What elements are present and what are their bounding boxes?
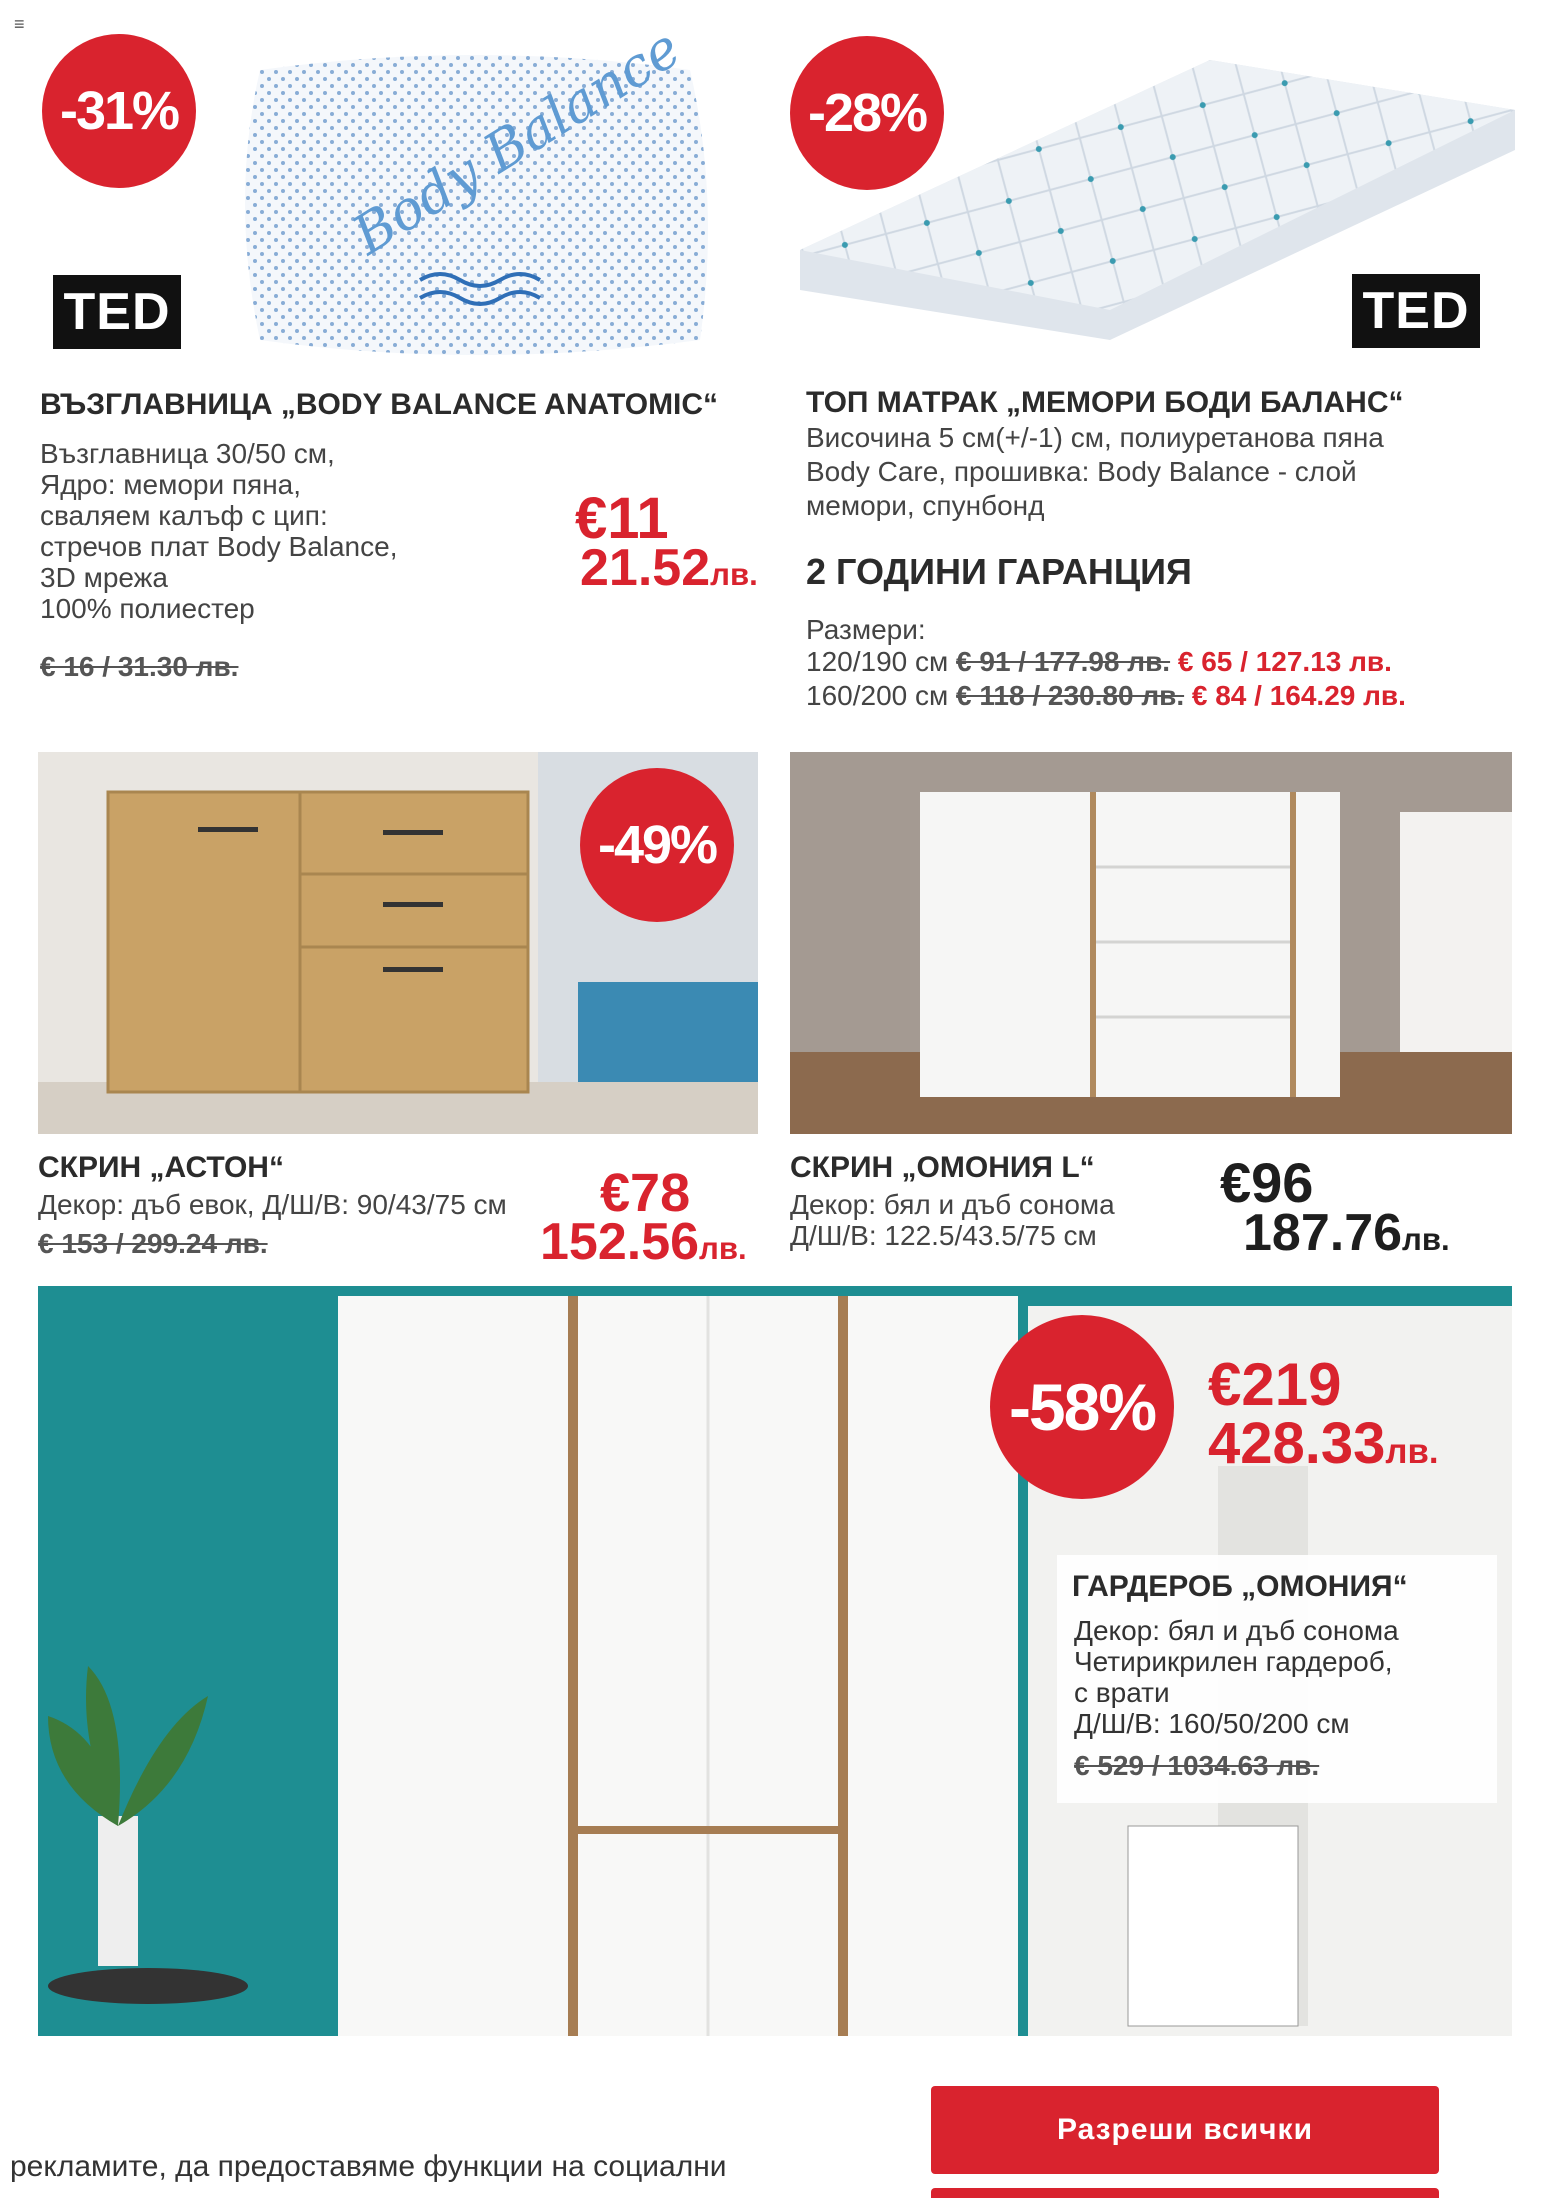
topper-size-old-price: € 118 / 230.80 лв. <box>956 680 1185 711</box>
wardrobe-price-eur: €219 <box>1208 1351 1342 1418</box>
aston-title: СКРИН „АСТОН“ <box>38 1151 284 1184</box>
topper-sizes-label: Размери: <box>806 614 926 645</box>
pillow-currency: лв. <box>710 557 758 592</box>
pillow-description: Възглавница 30/50 см, Ядро: мемори пяна, сваляем калъф с цип: стречов плат Body Balance, 3D мрежа 100% полиестер <box>40 438 398 624</box>
omonia-l-title: СКРИН „ОМОНИЯ L“ <box>790 1151 1095 1184</box>
aston-old-price: € 153 / 299.24 лв. <box>38 1228 268 1259</box>
topper-title: ТОП МАТРАК „МЕМОРИ БОДИ БАЛАНС“ <box>806 386 1404 419</box>
wardrobe-discount-badge: -58% <box>990 1315 1174 1499</box>
aston-description: Декор: дъб евок, Д/Ш/В: 90/43/75 см <box>38 1189 507 1220</box>
pillow-price-eur: €11 <box>575 486 669 551</box>
wardrobe-price-bgn: 428.33 <box>1208 1411 1386 1476</box>
omonia-l-price-bgn: 187.76 <box>1243 1204 1403 1262</box>
topper-size-new-price: € 65 / 127.13 лв. <box>1177 646 1392 677</box>
aston-price-eur: €78 <box>600 1163 691 1223</box>
omonia-l-price-eur: €96 <box>1220 1151 1314 1214</box>
aston-currency: лв. <box>699 1231 747 1266</box>
omonia-l-price-bgn-wrap <box>1243 1203 1450 1263</box>
wardrobe-description: Декор: бял и дъб сонома Четирикрилен гардероб, с врати Д/Ш/В: 160/50/200 см <box>1074 1615 1399 1739</box>
topper-ted-logo: TED <box>1352 274 1480 348</box>
wardrobe-old-price: € 529 / 1034.63 лв. <box>1074 1750 1320 1781</box>
pillow-brand-print: Body Balance <box>341 16 692 267</box>
topper-size: 160/200 см <box>806 680 949 711</box>
omonia-l-image <box>790 752 1512 1134</box>
topper-size-row <box>806 646 1392 678</box>
pillow-old-price: € 16 / 31.30 лв. <box>40 651 239 682</box>
omonia-l-currency: лв. <box>1402 1222 1450 1257</box>
aston-discount-badge: -49% <box>580 768 734 922</box>
aston-price-bgn: 152.56 <box>540 1213 700 1271</box>
pillow-price-bgn: 21.52 <box>580 539 711 597</box>
topper-warranty: 2 ГОДИНИ ГАРАНЦИЯ <box>806 551 1192 592</box>
pillow-ted-logo: TED <box>53 275 181 349</box>
pillow-price-bgn-wrap <box>580 538 758 598</box>
topper-description: Височина 5 см(+/-1) см, полиуретанова пяна Body Care, прошивка: Body Balance - слой мемори, спунбонд <box>806 422 1384 521</box>
secondary-cookie-button[interactable] <box>931 2188 1439 2198</box>
pillow-discount-badge: -31% <box>42 34 196 188</box>
menu-icon[interactable]: ≡ <box>14 14 25 34</box>
pillow-title: ВЪЗГЛАВНИЦА „BODY BALANCE ANATOMIC“ <box>40 388 719 421</box>
topper-discount-badge: -28% <box>790 36 944 190</box>
allow-all-cookies-button[interactable]: Разреши всички <box>931 2086 1439 2174</box>
topper-size-new-price: € 84 / 164.29 лв. <box>1191 680 1406 711</box>
topper-size-row <box>806 680 1406 712</box>
aston-price-bgn-wrap <box>540 1212 747 1272</box>
wardrobe-price-bgn-wrap <box>1208 1410 1439 1477</box>
wardrobe-title: ГАРДЕРОБ „ОМОНИЯ“ <box>1072 1570 1408 1603</box>
omonia-l-description: Декор: бял и дъб сонома Д/Ш/В: 122.5/43.5/75 см <box>790 1189 1115 1251</box>
cookie-text: рекламите, да предоставяме функции на социални <box>10 2150 727 2183</box>
wardrobe-currency: лв. <box>1385 1432 1439 1471</box>
topper-size-old-price: € 91 / 177.98 лв. <box>956 646 1171 677</box>
topper-size: 120/190 см <box>806 646 949 677</box>
